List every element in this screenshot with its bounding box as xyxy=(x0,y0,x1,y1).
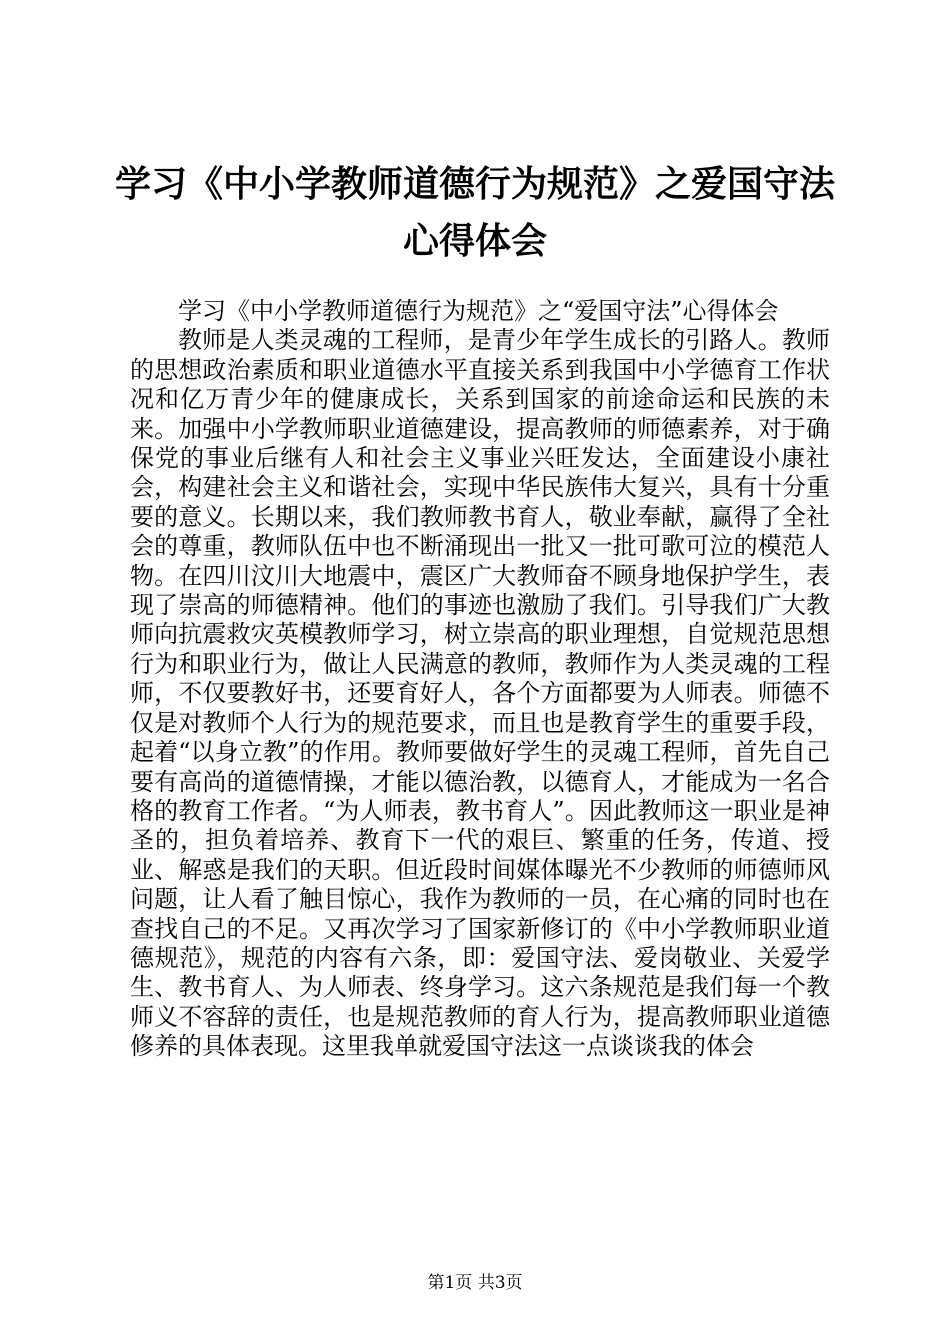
body-paragraph: 教师是人类灵魂的工程师，是青少年学生成长的引路人。教师的思想政治素质和职业道德水平直接关系到我国中小学德育工作状况和亿万青少年的健康成长，关系到国家的前途命运和民族的未来。加强中小学教师职业道德建设，提高教师的师德素养，对于确保党的事业后继有人和社会主义事业兴旺发达，全面建设小康社会，构建社会主义和谐社会，实现中华民族伟大复兴，具有十分重要的意义。长期以来，我们教师教书育人，敬业奉献，赢得了全社会的尊重，教师队伍中也不断涌现出一批又一批可歌可泣的模范人物。在四川汶川大地震中，震区广大教师奋不顾身地保护学生，表现了崇高的师德精神。他们的事迹也激励了我们。引导我们广大教师向抗震救灾英模教师学习，树立崇高的职业理想，自觉规范思想行为和职业行为，做让人民满意的教师，教师作为人类灵魂的工程师，不仅要教好书，还要育好人，各个方面都要为人师表。师德不仅是对教师个人行为的规范要求，而且也是教育学生的重要手段，起着“以身立教”的作用。教师要做好学生的灵魂工程师，首先自己要有高尚的道德情操，才能以德治教，以德育人，才能成为一名合格的教育工作者。“为人师表，教书育人”。因此教师这一职业是神圣的，担负着培养、教育下一代的艰巨、繁重的任务，传道、授业、解惑是我们的天职。但近段时间媒体曝光不少教师的师德师风问题，让人看了触目惊心，我作为教师的一员，在心痛的同时也在查找自己的不足。又再次学习了国家新修订的《中小学教师职业道德规范》，规范的内容有六条，即：爱国守法、爱岗敬业、关爱学生、教书育人、为人师表、终身学习。这六条规范是我们每一个教师义不容辞的责任，也是规范教师的育人行为，提高教师职业道德修养的具体表现。这里我单就爱国守法这一点谈谈我的体会 xyxy=(130,326,830,1061)
document-title-line-2: 心得体会 xyxy=(402,221,547,262)
document-body xyxy=(130,297,830,1062)
page-number-footer: 第1页 共3页 xyxy=(427,1273,523,1293)
document-title-line-1: 学习《中小学教师道德行为规范》之爱国守法 xyxy=(114,164,835,205)
subtitle-paragraph: 学习《中小学教师道德行为规范》之“爱国守法”心得体会 xyxy=(178,297,779,325)
